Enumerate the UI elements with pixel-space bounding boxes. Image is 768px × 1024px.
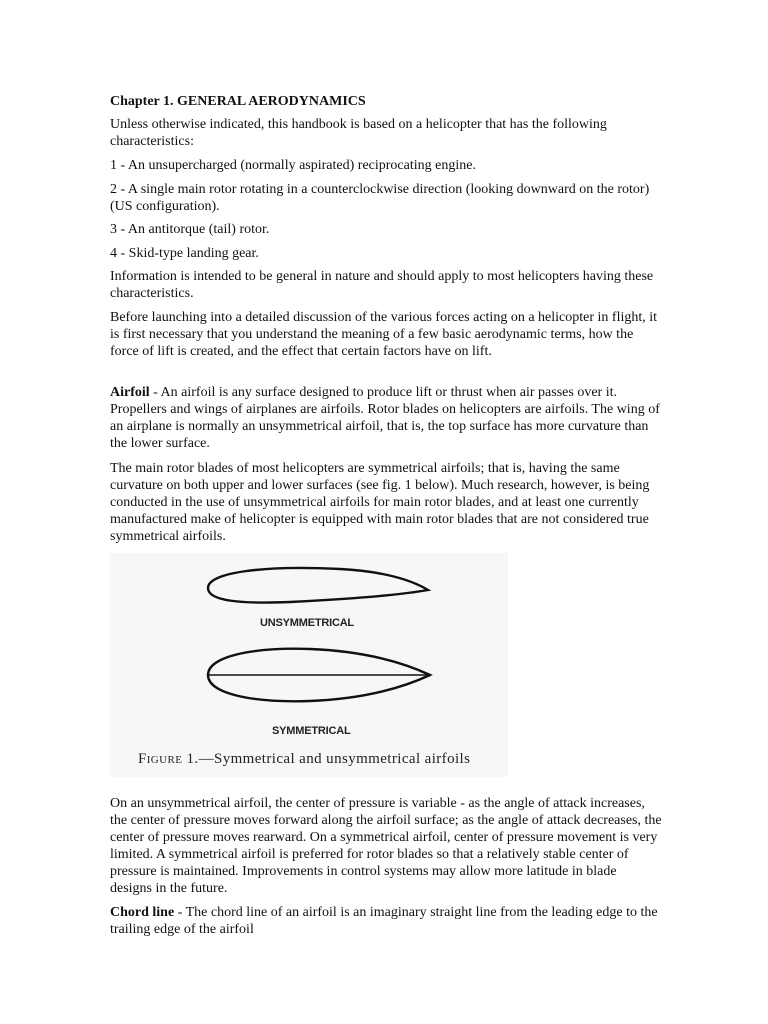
list-item: 3 - An antitorque (tail) rotor. — [110, 222, 270, 237]
figure-caption — [138, 751, 470, 768]
airfoil-term: Airfoil — [110, 385, 150, 400]
unsymmetrical-airfoil-shape — [208, 568, 428, 603]
list-item: 4 - Skid-type landing gear. — [110, 246, 259, 261]
airfoil-diagram — [110, 553, 508, 743]
chord-line-paragraph — [110, 904, 662, 938]
unsymmetrical-label: UNSYMMETRICAL — [260, 617, 354, 629]
chord-line-definition: - The chord line of an airfoil is an imaginary straight line from the leading edge to the trailing edge of the airfoil — [110, 905, 658, 937]
chapter-title: Chapter 1. GENERAL AERODYNAMICS — [110, 94, 366, 109]
before-paragraph: Before launching into a detailed discussion of the various forces acting on a helicopter in flight, it is first necessary that you understand the meaning of a few basic aerodynamic terms, how the force of lift is created, and the effect that certain factors have on lift. — [110, 310, 658, 359]
unsymmetrical-paragraph: On an unsymmetrical airfoil, the center of pressure is variable - as the angle of attack increases, the center of pressure moves forward along the airfoil surface; as the angle of attack decreases, the center of pressure moves rearward. On a symmetrical airfoil, center of pressure movement is very limited. A symmetrical airfoil is preferred for rotor blades so that a relatively stable center of pressure is maintained. Improvements in control systems may allow more latitude in blade designs in the future. — [110, 796, 662, 896]
figure-caption-text: —Symmetrical and unsymmetrical airfoils — [198, 751, 471, 767]
list-item: 1 - An unsupercharged (normally aspirated) reciprocating engine. — [110, 158, 476, 173]
intro-paragraph: Unless otherwise indicated, this handbook is based on a helicopter that has the following characteristics: — [110, 117, 607, 149]
figure-1 — [110, 553, 508, 777]
list-item: 2 - A single main rotor rotating in a counterclockwise direction (looking downward on the rotor) (US configuration). — [110, 182, 650, 214]
general-paragraph: Information is intended to be general in nature and should apply to most helicopters having these characteristics. — [110, 269, 654, 301]
main-rotor-paragraph: The main rotor blades of most helicopters are symmetrical airfoils; that is, having the same curvature on both upper and lower surfaces (see fig. 1 below). Much research, however, is being conducted in the use of unsymmetrical airfoils for main rotor blades, and at least one currently manufactured make of helicopter is equipped with main rotor blades that are not considered true symmetrical airfoils. — [110, 461, 650, 544]
figure-caption-prefix: Figure 1. — [138, 751, 199, 767]
symmetrical-label: SYMMETRICAL — [272, 725, 351, 737]
airfoil-definition: - An airfoil is any surface designed to produce lift or thrust when air passes over it. Propellers and wings of airplanes are airfoils. Rotor blades on helicopters are airfoils. The wing of an airplane is normally an unsymmetrical airfoil, that is, the top surface has more curvature than the lower surface. — [110, 385, 660, 451]
chord-line-term: Chord line — [110, 905, 175, 920]
airfoil-paragraph — [110, 384, 662, 452]
